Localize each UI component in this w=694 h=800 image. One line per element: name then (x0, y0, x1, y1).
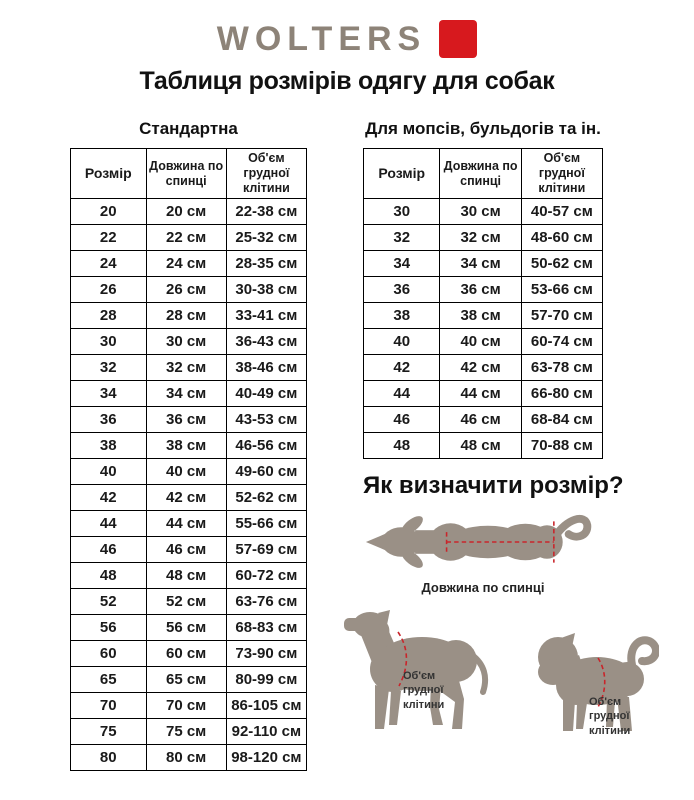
size-cell: 24 см (146, 251, 226, 277)
column-header: Довжина по спинці (440, 149, 521, 199)
size-row (71, 537, 307, 563)
size-cell: 42 см (440, 355, 521, 381)
size-cell: 34 (71, 381, 147, 407)
size-cell: 40-57 см (521, 199, 602, 225)
brand-logo-mark (439, 20, 477, 58)
size-row (364, 277, 603, 303)
size-cell: 70-88 см (521, 433, 602, 459)
size-cell: 40 см (440, 329, 521, 355)
size-row (71, 329, 307, 355)
size-cell: 32 (364, 225, 440, 251)
size-cell: 30 см (440, 199, 521, 225)
column-header: Об'єм грудної клітини (226, 149, 306, 199)
size-cell: 20 см (146, 199, 226, 225)
size-cell: 40 (71, 459, 147, 485)
size-cell: 36-43 см (226, 329, 306, 355)
size-cell: 55-66 см (226, 511, 306, 537)
size-cell: 52 см (146, 589, 226, 615)
content-columns (0, 119, 694, 771)
size-cell: 38 см (146, 433, 226, 459)
size-row (71, 511, 307, 537)
size-cell: 53-66 см (521, 277, 602, 303)
size-cell: 28 см (146, 303, 226, 329)
size-cell: 65 см (146, 667, 226, 693)
size-row (71, 355, 307, 381)
pug-sizes-section (363, 119, 631, 771)
size-cell: 63-78 см (521, 355, 602, 381)
size-cell: 43-53 см (226, 407, 306, 433)
size-row (364, 433, 603, 459)
size-cell: 46-56 см (226, 433, 306, 459)
column-header: Об'єм грудної клітини (521, 149, 602, 199)
size-cell: 44 (364, 381, 440, 407)
pug-table-title: Для мопсів, бульдогів та ін. (365, 119, 601, 138)
how-to-measure-section (363, 472, 631, 737)
size-cell: 57-70 см (521, 303, 602, 329)
size-row (71, 641, 307, 667)
size-cell: 48 см (440, 433, 521, 459)
size-cell: 36 см (146, 407, 226, 433)
size-cell: 46 (364, 407, 440, 433)
size-cell: 38-46 см (226, 355, 306, 381)
size-cell: 65 (71, 667, 147, 693)
size-row (71, 745, 307, 771)
size-cell: 28 (71, 303, 147, 329)
size-row (71, 277, 307, 303)
pug-size-table (363, 148, 603, 459)
header-row (71, 149, 307, 199)
size-cell: 22 (71, 225, 147, 251)
size-row (71, 719, 307, 745)
size-cell: 92-110 см (226, 719, 306, 745)
standard-size-table (70, 148, 307, 771)
size-cell: 46 (71, 537, 147, 563)
size-cell: 70 см (146, 693, 226, 719)
standard-sizes-section (70, 119, 307, 771)
size-cell: 44 (71, 511, 147, 537)
chest-girth-label: Об'єм грудної клітини (589, 696, 631, 737)
size-cell: 68-83 см (226, 615, 306, 641)
size-row (71, 563, 307, 589)
size-cell: 40 см (146, 459, 226, 485)
size-row (71, 459, 307, 485)
size-cell: 34 см (440, 251, 521, 277)
size-cell: 38 (364, 303, 440, 329)
size-cell: 86-105 см (226, 693, 306, 719)
size-cell: 56 см (146, 615, 226, 641)
dog-tail-shape (472, 655, 485, 692)
size-cell: 60 (71, 641, 147, 667)
size-cell: 32 см (146, 355, 226, 381)
brand-logo-text: WOLTERS (216, 20, 427, 58)
size-cell: 50-62 см (521, 251, 602, 277)
size-cell: 32 см (440, 225, 521, 251)
size-cell: 22-38 см (226, 199, 306, 225)
size-cell: 80 см (146, 745, 226, 771)
size-cell: 42 (364, 355, 440, 381)
size-cell: 44 см (440, 381, 521, 407)
size-cell: 46 см (146, 537, 226, 563)
brand-logo (217, 20, 477, 58)
size-row (364, 251, 603, 277)
size-row (71, 251, 307, 277)
size-cell: 48 (71, 563, 147, 589)
size-cell: 20 (71, 199, 147, 225)
size-cell: 36 (364, 277, 440, 303)
size-cell: 49-60 см (226, 459, 306, 485)
size-cell: 30 (71, 329, 147, 355)
size-cell: 30-38 см (226, 277, 306, 303)
size-cell: 68-84 см (521, 407, 602, 433)
size-cell: 98-120 см (226, 745, 306, 771)
column-header: Розмір (364, 149, 440, 199)
size-row (71, 225, 307, 251)
size-cell: 36 (71, 407, 147, 433)
how-to-title: Як визначити розмір? (363, 472, 624, 499)
dog-side-view-figure (337, 607, 489, 735)
size-cell: 38 см (440, 303, 521, 329)
bulldog-side-view-figure (531, 629, 659, 735)
dog-tail-shape (555, 519, 588, 537)
size-row (71, 615, 307, 641)
size-row (71, 589, 307, 615)
dog-top-view-icon (360, 506, 606, 578)
size-cell: 24 (71, 251, 147, 277)
size-cell: 36 см (440, 277, 521, 303)
back-length-label: Довжина по спинці (421, 580, 545, 595)
size-cell: 44 см (146, 511, 226, 537)
size-cell: 75 (71, 719, 147, 745)
size-row (364, 303, 603, 329)
column-header: Розмір (71, 149, 147, 199)
size-cell: 22 см (146, 225, 226, 251)
size-cell: 52 (71, 589, 147, 615)
size-row (71, 485, 307, 511)
size-cell: 48 (364, 433, 440, 459)
page-title: Таблиця розмірів одягу для собак (139, 67, 555, 95)
size-cell: 48-60 см (521, 225, 602, 251)
size-cell: 73-90 см (226, 641, 306, 667)
size-row (364, 225, 603, 251)
size-cell: 25-32 см (226, 225, 306, 251)
size-cell: 34 (364, 251, 440, 277)
size-cell: 75 см (146, 719, 226, 745)
size-cell: 48 см (146, 563, 226, 589)
size-cell: 57-69 см (226, 537, 306, 563)
size-row (71, 407, 307, 433)
size-cell: 34 см (146, 381, 226, 407)
size-cell: 40-49 см (226, 381, 306, 407)
size-cell: 32 (71, 355, 147, 381)
size-cell: 26 см (146, 277, 226, 303)
size-cell: 60-74 см (521, 329, 602, 355)
size-cell: 80 (71, 745, 147, 771)
column-header: Довжина по спинці (146, 149, 226, 199)
bulldog-tail-shape (631, 640, 656, 665)
size-cell: 56 (71, 615, 147, 641)
size-row (71, 303, 307, 329)
size-cell: 38 (71, 433, 147, 459)
size-cell: 40 (364, 329, 440, 355)
size-cell: 80-99 см (226, 667, 306, 693)
size-row (364, 329, 603, 355)
side-view-dogs-row (337, 607, 631, 737)
size-cell: 28-35 см (226, 251, 306, 277)
size-cell: 66-80 см (521, 381, 602, 407)
size-cell: 33-41 см (226, 303, 306, 329)
standard-table-title: Стандартна (139, 119, 238, 138)
size-cell: 60-72 см (226, 563, 306, 589)
size-cell: 42 см (146, 485, 226, 511)
chest-girth-label: Об'єм грудної клітини (403, 670, 445, 711)
size-cell: 26 (71, 277, 147, 303)
size-cell: 70 (71, 693, 147, 719)
size-cell: 46 см (440, 407, 521, 433)
size-row (364, 355, 603, 381)
size-row (71, 199, 307, 225)
size-cell: 52-62 см (226, 485, 306, 511)
size-row (364, 407, 603, 433)
size-cell: 42 (71, 485, 147, 511)
size-cell: 30 см (146, 329, 226, 355)
size-row (71, 381, 307, 407)
dog-top-view-figure (363, 506, 603, 595)
size-row (71, 433, 307, 459)
size-row (364, 199, 603, 225)
size-row (71, 667, 307, 693)
header-row (364, 149, 603, 199)
page-header (0, 0, 694, 96)
size-row (364, 381, 603, 407)
size-cell: 60 см (146, 641, 226, 667)
size-row (71, 693, 307, 719)
size-cell: 30 (364, 199, 440, 225)
size-cell: 63-76 см (226, 589, 306, 615)
